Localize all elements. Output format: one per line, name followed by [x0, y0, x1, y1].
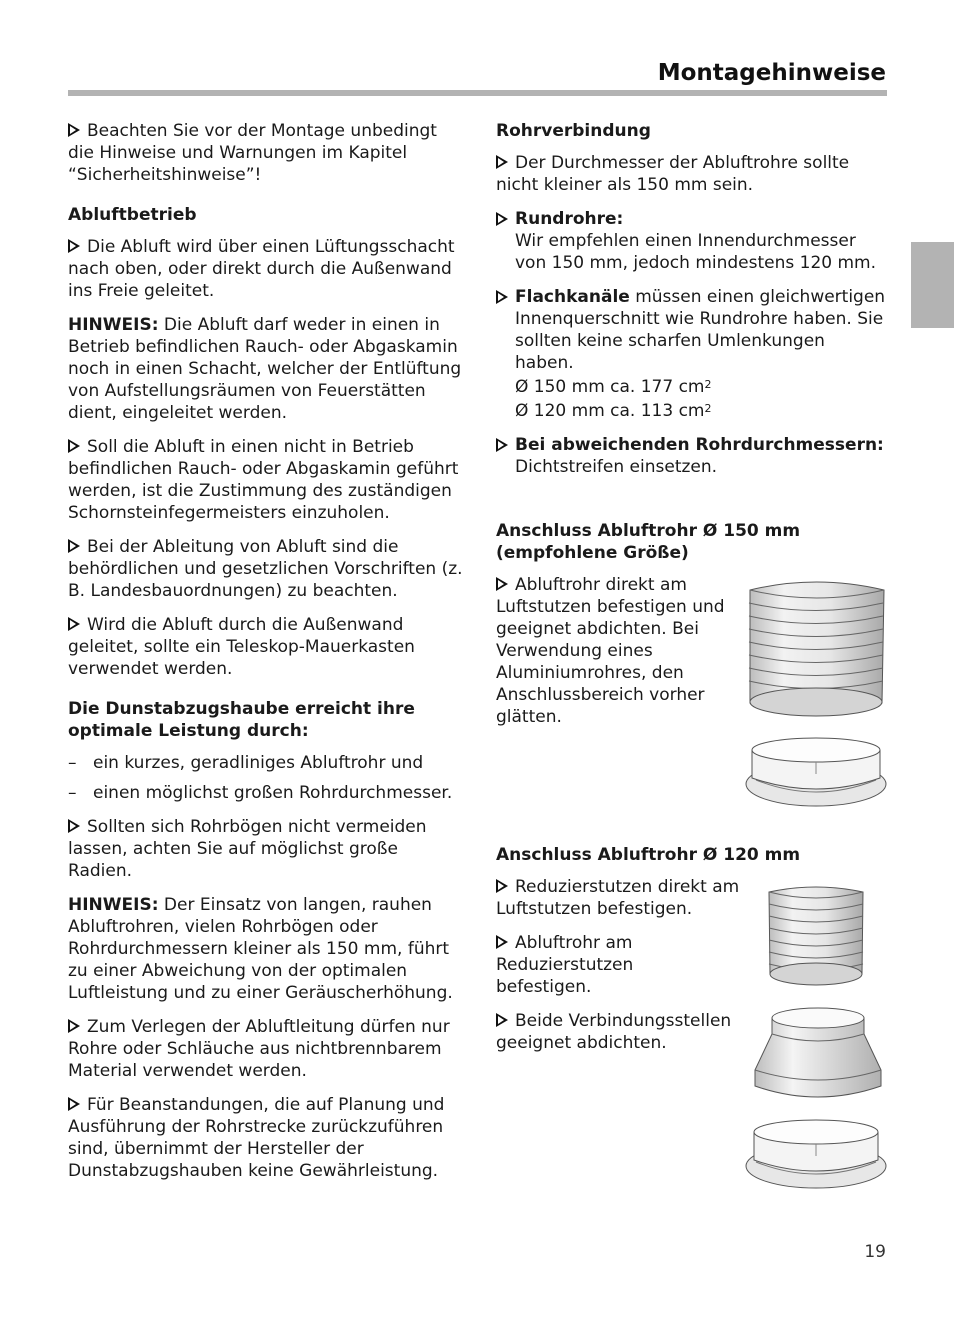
heading-leistung: Die Dunstabzugshaube erreicht ihre optimale Leistung durch: — [68, 699, 415, 741]
page-title: Montagehinweise — [657, 60, 886, 86]
action-triangle-icon — [68, 239, 80, 253]
action-triangle-icon — [496, 1013, 508, 1027]
action-triangle-icon — [68, 819, 80, 833]
chapter-tab-marker — [911, 242, 954, 328]
paragraph-anschluss-150: Abluftrohr direkt am Luftstutzen befestigen und geeignet abdichten. Bei Verwendung eines Aluminiumrohres, den Anschlussbereich vorher glätten. — [496, 575, 725, 727]
action-triangle-icon — [496, 438, 508, 452]
left-column — [68, 120, 463, 1194]
reducer-illustration — [752, 1004, 884, 1104]
action-triangle-icon — [68, 1097, 80, 1111]
paragraph-rohrboegen: Sollten sich Rohrbögen nicht vermeiden lassen, achten Sie auf möglichst große Radien. — [68, 817, 427, 881]
flachkanaele-item: Flachkanäle müssen einen gleichwertigen Innenquerschnitt wie Rundrohre haben. Sie sollten keine scharfen Umlenkungen haben. Ø 150 mm ca. 177 $cm^2$ Ø 120 mm ca. 113 $cm^2$ — [496, 286, 886, 422]
air-outlet-collar-illustration — [744, 1114, 888, 1194]
heading-abluftbetrieb: Abluftbetrieb — [68, 205, 197, 225]
action-triangle-icon — [496, 935, 508, 949]
intro-paragraph: Beachten Sie vor der Montage unbedingt die Hinweise und Warnungen im Kapitel “Sicherheitshinweise”! — [68, 121, 437, 185]
paragraph-durchmesser: Der Durchmesser der Abluftrohre sollte nicht kleiner als 150 mm sein. — [496, 153, 850, 195]
action-triangle-icon — [68, 617, 80, 631]
list-item: – ein kurzes, geradliniges Abluftrohr und — [68, 753, 424, 773]
action-triangle-icon — [496, 290, 508, 304]
action-triangle-icon — [68, 539, 80, 553]
abweichend-item: Bei abweichenden Rohrdurchmessern: Dichtstreifen einsetzen. — [496, 434, 886, 478]
paragraph-vorschriften: Bei der Ableitung von Abluft sind die behördlichen und gesetzlichen Vorschriften (z. B. Landesbauordnungen) zu beachten. — [68, 537, 463, 601]
air-outlet-collar-illustration — [744, 734, 888, 810]
action-triangle-icon — [496, 155, 508, 169]
paragraph-reduzierstutzen: Reduzierstutzen direkt am Luftstutzen befestigen. — [496, 877, 740, 919]
page-number: 19 — [864, 1242, 886, 1262]
paragraph-abluft: Die Abluft wird über einen Lüftungsschacht nach oben, oder direkt durch die Außenwand ins Freie geleitet. — [68, 237, 455, 301]
paragraph-abluftrohr-reduzier: Abluftrohr am Reduzierstutzen befestigen. — [496, 933, 634, 997]
heading-anschluss-150: Anschluss Abluftrohr Ø 150 mm (empfohlene Größe) — [496, 521, 801, 563]
hinweis-2: HINWEIS: Der Einsatz von langen, rauhen Abluftrohren, vielen Rohrbögen oder Rohrdurchmessern kleiner als 150 mm, führt zu einer Abweichung von der optimalen Luftleistung und zu einer Geräuscherhöhung. — [68, 895, 453, 1003]
action-triangle-icon — [68, 123, 80, 137]
paragraph-abdichten: Beide Verbindungsstellen geeignet abdichten. — [496, 1011, 732, 1053]
paragraph-material: Zum Verlegen der Abluftleitung dürfen nur Rohre oder Schläuche aus nichtbrennbarem Material verwendet werden. — [68, 1017, 450, 1081]
heading-anschluss-120: Anschluss Abluftrohr Ø 120 mm — [496, 845, 801, 865]
paragraph-gewaehrleistung: Für Beanstandungen, die auf Planung und Ausführung der Rohrstrecke zurückzuführen sind, übernimmt der Hersteller der Dunstabzugshauben keine Gewährleistung. — [68, 1095, 445, 1181]
flexible-duct-150-illustration — [744, 578, 888, 718]
paragraph-kamin: Soll die Abluft in einen nicht in Betrieb befindlichen Rauch- oder Abgaskamin geführt werden, ist die Zustimmung des zuständigen Schornsteinfegermeisters einzuholen. — [68, 437, 459, 523]
hinweis-1: HINWEIS: Die Abluft darf weder in einen in Betrieb befindlichen Rauch- oder Abgaskamin noch in einen Schacht, welcher der Entlüftung von Aufstellungsräumen von Feuerstätten dient, eingeleitet werden. — [68, 315, 462, 423]
flexible-duct-120-illustration — [766, 886, 866, 986]
heading-rohrverbindung: Rohrverbindung — [496, 121, 651, 141]
paragraph-aussenwand: Wird die Abluft durch die Außenwand geleitet, sollte ein Teleskop-Mauerkasten verwendet werden. — [68, 615, 415, 679]
action-triangle-icon — [496, 577, 508, 591]
action-triangle-icon — [68, 1019, 80, 1033]
header-rule — [68, 90, 887, 96]
rundrohre-item: Rundrohre: Wir empfehlen einen Innendurchmesser von 150 mm, jedoch mindestens 120 mm. — [496, 208, 886, 274]
list-item: – einen möglichst großen Rohrdurchmesser. — [68, 783, 453, 803]
action-triangle-icon — [68, 439, 80, 453]
action-triangle-icon — [496, 212, 508, 226]
action-triangle-icon — [496, 879, 508, 893]
